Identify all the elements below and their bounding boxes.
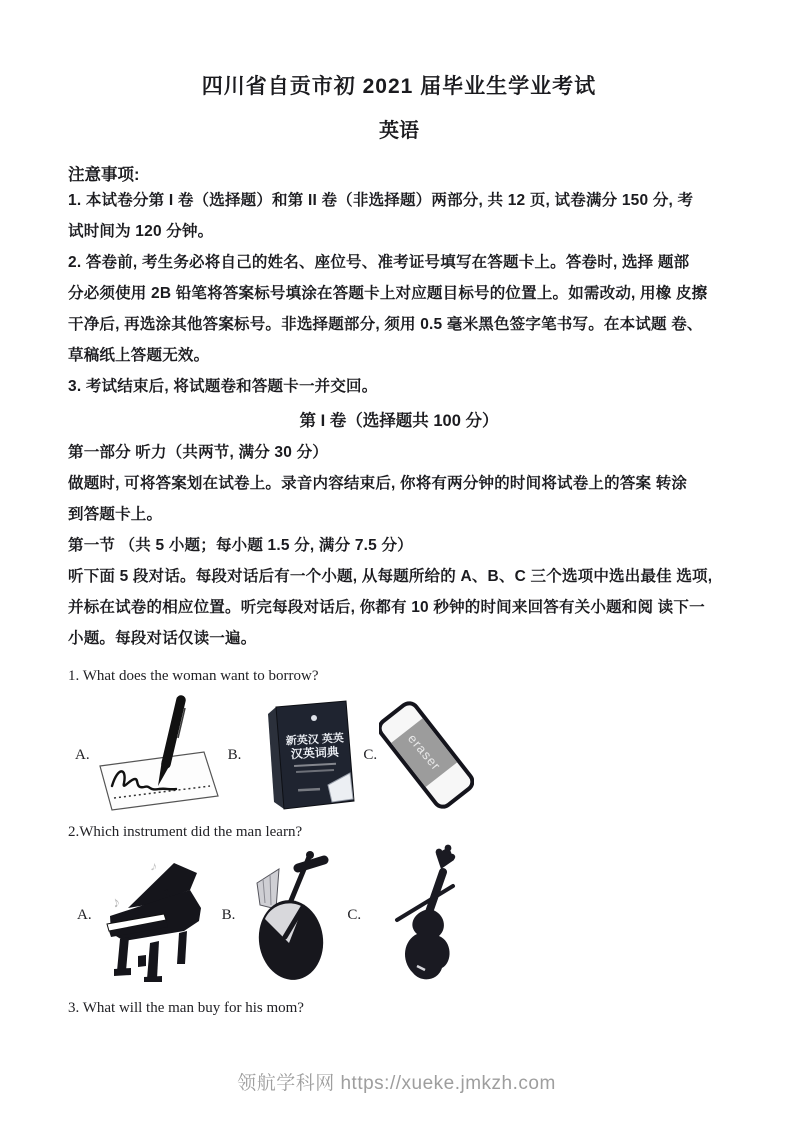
piano-image xyxy=(94,846,212,984)
instruction-line-3: 小题。每段对话仅读一遍。 xyxy=(68,630,257,647)
notice-line-4: 分必须使用 2B 铅笔将答案标号填涂在答题卡上对应题目标号的位置上。如需改动, 用橡 皮擦 xyxy=(68,285,708,302)
option-c-label: C. xyxy=(347,906,362,923)
notice-line-7: 3. 考试结束后, 将试题卷和答题卡一并交回。 xyxy=(68,378,378,395)
option-a-label: A. xyxy=(75,746,90,763)
watermark: 领航学科网 https://xueke.jmkzh.com xyxy=(237,1073,556,1094)
question-2-options xyxy=(68,846,730,984)
notice-heading: 注意事项: xyxy=(68,166,140,184)
drum-image xyxy=(251,845,329,985)
question-2-text: 2.Which instrument did the man learn? xyxy=(68,824,303,840)
dictionary-image xyxy=(258,697,358,813)
page-subject: 英语 xyxy=(379,120,419,142)
option-a-label: A. xyxy=(77,906,92,923)
option-b-label: B. xyxy=(221,906,236,923)
notice-line-5: 干净后, 再选涂其他答案标号。非选择题部分, 须用 0.5 毫米黑色签字笔书写。在本试题 卷、 xyxy=(68,316,703,333)
listening-intro-line-1: 做题时, 可将答案划在试卷上。录音内容结束后, 你将有两分钟的时间将试卷上的答案 转涂 xyxy=(68,475,688,492)
instruction-line-2: 并标在试卷的相应位置。听完每段对话后, 你都有 10 秒钟的时间来回答有关小题和阅 读下一 xyxy=(68,599,705,616)
dictionary-cover-line-1: 新英汉 英英 xyxy=(285,732,345,748)
eraser-text: eraser xyxy=(405,731,445,774)
instruction-line-1: 听下面 5 段对话。每段对话后有一个小题, 从每题所给的 A、B、C 三个选项中选出最佳 选项, xyxy=(68,568,713,585)
option-b-label: B. xyxy=(227,746,242,763)
page-content xyxy=(68,0,730,1018)
eraser-image xyxy=(379,698,474,812)
part-heading: 第一部分 听力（共两节, 满分 30 分） xyxy=(68,444,328,461)
volume-heading: 第 I 卷（选择题共 100 分） xyxy=(299,412,499,430)
node-heading: 第一节 （共 5 小题；每小题 1.5 分, 满分 7.5 分） xyxy=(68,537,413,554)
question-1-text: 1. What does the woman want to borrow? xyxy=(68,668,319,684)
question-3-text: 3. What will the man buy for his mom? xyxy=(68,1000,304,1016)
music-note-icon: ♪ xyxy=(149,858,159,875)
pen-and-paper-image xyxy=(92,694,222,816)
dictionary-cover-line-2: 汉英词典 xyxy=(290,744,340,762)
question-1-options xyxy=(68,694,730,816)
notice-line-2: 试时间为 120 分钟。 xyxy=(68,223,214,240)
notice-line-1: 1. 本试卷分第 I 卷（选择题）和第 II 卷（非选择题）两部分, 共 12 页, 试卷满分 150 分, 考 xyxy=(68,192,694,209)
violin-image xyxy=(391,840,461,990)
notice-line-3: 2. 答卷前, 考生务必将自己的姓名、座位号、准考证号填写在答题卡上。答卷时, 选择 题部 xyxy=(68,254,690,271)
page-title: 四川省自贡市初 2021 届毕业生学业考试 xyxy=(201,75,597,98)
option-c-label: C. xyxy=(363,746,378,763)
notice-line-6: 草稿纸上答题无效。 xyxy=(68,347,210,364)
music-note-icon: ♪ xyxy=(109,893,122,912)
listening-intro-line-2: 到答题卡上。 xyxy=(68,506,163,523)
